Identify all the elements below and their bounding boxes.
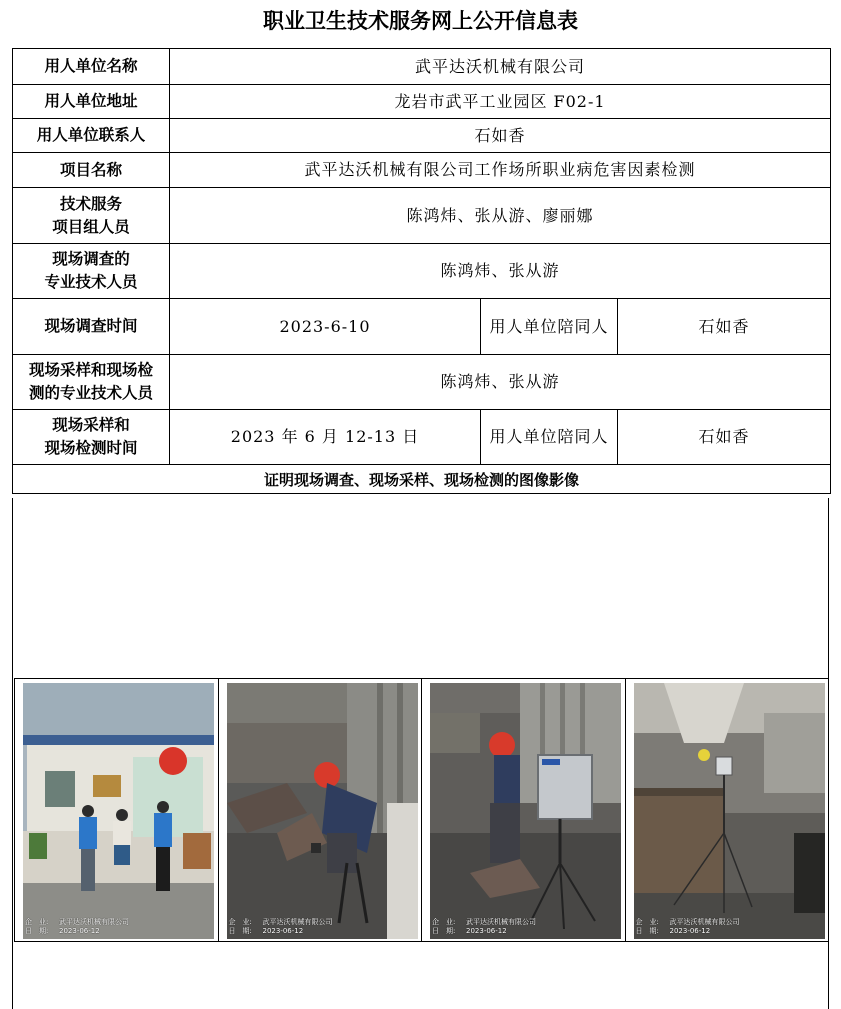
row-sampling-time [13, 410, 831, 465]
label-sampling-time-line1: 现场采样和 [52, 416, 130, 434]
row-photos-caption [13, 465, 831, 494]
label-employer-address: 用人单位地址 [13, 85, 170, 119]
label-sampling-staff-line2: 测的专业技术人员 [28, 384, 153, 402]
label-sampling-staff-line1: 现场采样和现场检 [28, 361, 153, 379]
info-table [12, 48, 831, 494]
label-employer-contact: 用人单位联系人 [13, 119, 170, 153]
photo-worker-with-detector-on-tripod [430, 683, 621, 939]
photo-cell-3 [422, 679, 626, 941]
value-sampling-time: 2023 年 6 月 12-13 日 [170, 410, 481, 465]
label-team-line1: 技术服务 [59, 194, 122, 213]
photo-stamp-3: 企 业: 武平达沃机械有限公司 日 期: 2023-06-12 [432, 918, 536, 935]
label-project-name: 项目名称 [13, 153, 170, 188]
label-sampling-staff [13, 355, 170, 410]
row-team [13, 188, 831, 244]
photos-caption: 证明现场调查、现场采样、现场检测的图像影像 [13, 465, 831, 494]
photo-stamp-1: 企 业: 武平达沃机械有限公司 日 期: 2023-06-12 [25, 918, 129, 935]
label-sampling-time [13, 410, 170, 465]
label-survey-staff-line2: 专业技术人员 [44, 273, 138, 291]
value-project-name: 武平达沃机械有限公司工作场所职业病危害因素检测 [170, 153, 831, 188]
label-survey-staff-line1: 现场调查的 [52, 250, 130, 268]
label-team [13, 188, 170, 244]
label-employer-name: 用人单位名称 [13, 49, 170, 85]
row-survey-staff [13, 244, 831, 299]
value-survey-time: 2023-6-10 [170, 299, 481, 355]
value-sampling-companion: 石如香 [618, 410, 831, 465]
label-team-line2: 项目组人员 [52, 217, 130, 236]
photo-strip [14, 678, 829, 942]
value-employer-name: 武平达沃机械有限公司 [170, 49, 831, 85]
photo-worker-sampling-at-grinder [227, 683, 418, 939]
row-employer-address [13, 85, 831, 119]
label-survey-companion: 用人单位陪同人 [481, 299, 618, 355]
page-title: 职业卫生技术服务网上公开信息表 [263, 9, 578, 33]
photo-detector-on-tripod-in-workshop [634, 683, 825, 939]
label-sampling-companion: 用人单位陪同人 [481, 410, 618, 465]
photo-cell-1 [15, 679, 219, 941]
value-sampling-staff: 陈鸿炜、张从游 [170, 355, 831, 410]
label-sampling-time-line2: 现场检测时间 [44, 439, 138, 457]
value-survey-companion: 石如香 [618, 299, 831, 355]
row-sampling-staff [13, 355, 831, 410]
row-survey-time [13, 299, 831, 355]
photo-cell-4 [626, 679, 829, 941]
photo-cell-2 [219, 679, 423, 941]
value-team: 陈鸿炜、张从游、廖丽娜 [170, 188, 831, 244]
label-survey-time: 现场调查时间 [13, 299, 170, 355]
value-employer-contact: 石如香 [170, 119, 831, 153]
row-project-name [13, 153, 831, 188]
value-survey-staff: 陈鸿炜、张从游 [170, 244, 831, 299]
label-survey-staff [13, 244, 170, 299]
row-employer-name [13, 49, 831, 85]
photo-stamp-4: 企 业: 武平达沃机械有限公司 日 期: 2023-06-12 [635, 918, 740, 935]
value-employer-address: 龙岩市武平工业园区 F02-1 [170, 85, 831, 119]
row-employer-contact [13, 119, 831, 153]
photo-stamp-2: 企 业: 武平达沃机械有限公司 日 期: 2023-06-12 [228, 918, 333, 935]
photo-employees-in-front-of-building [23, 683, 214, 939]
